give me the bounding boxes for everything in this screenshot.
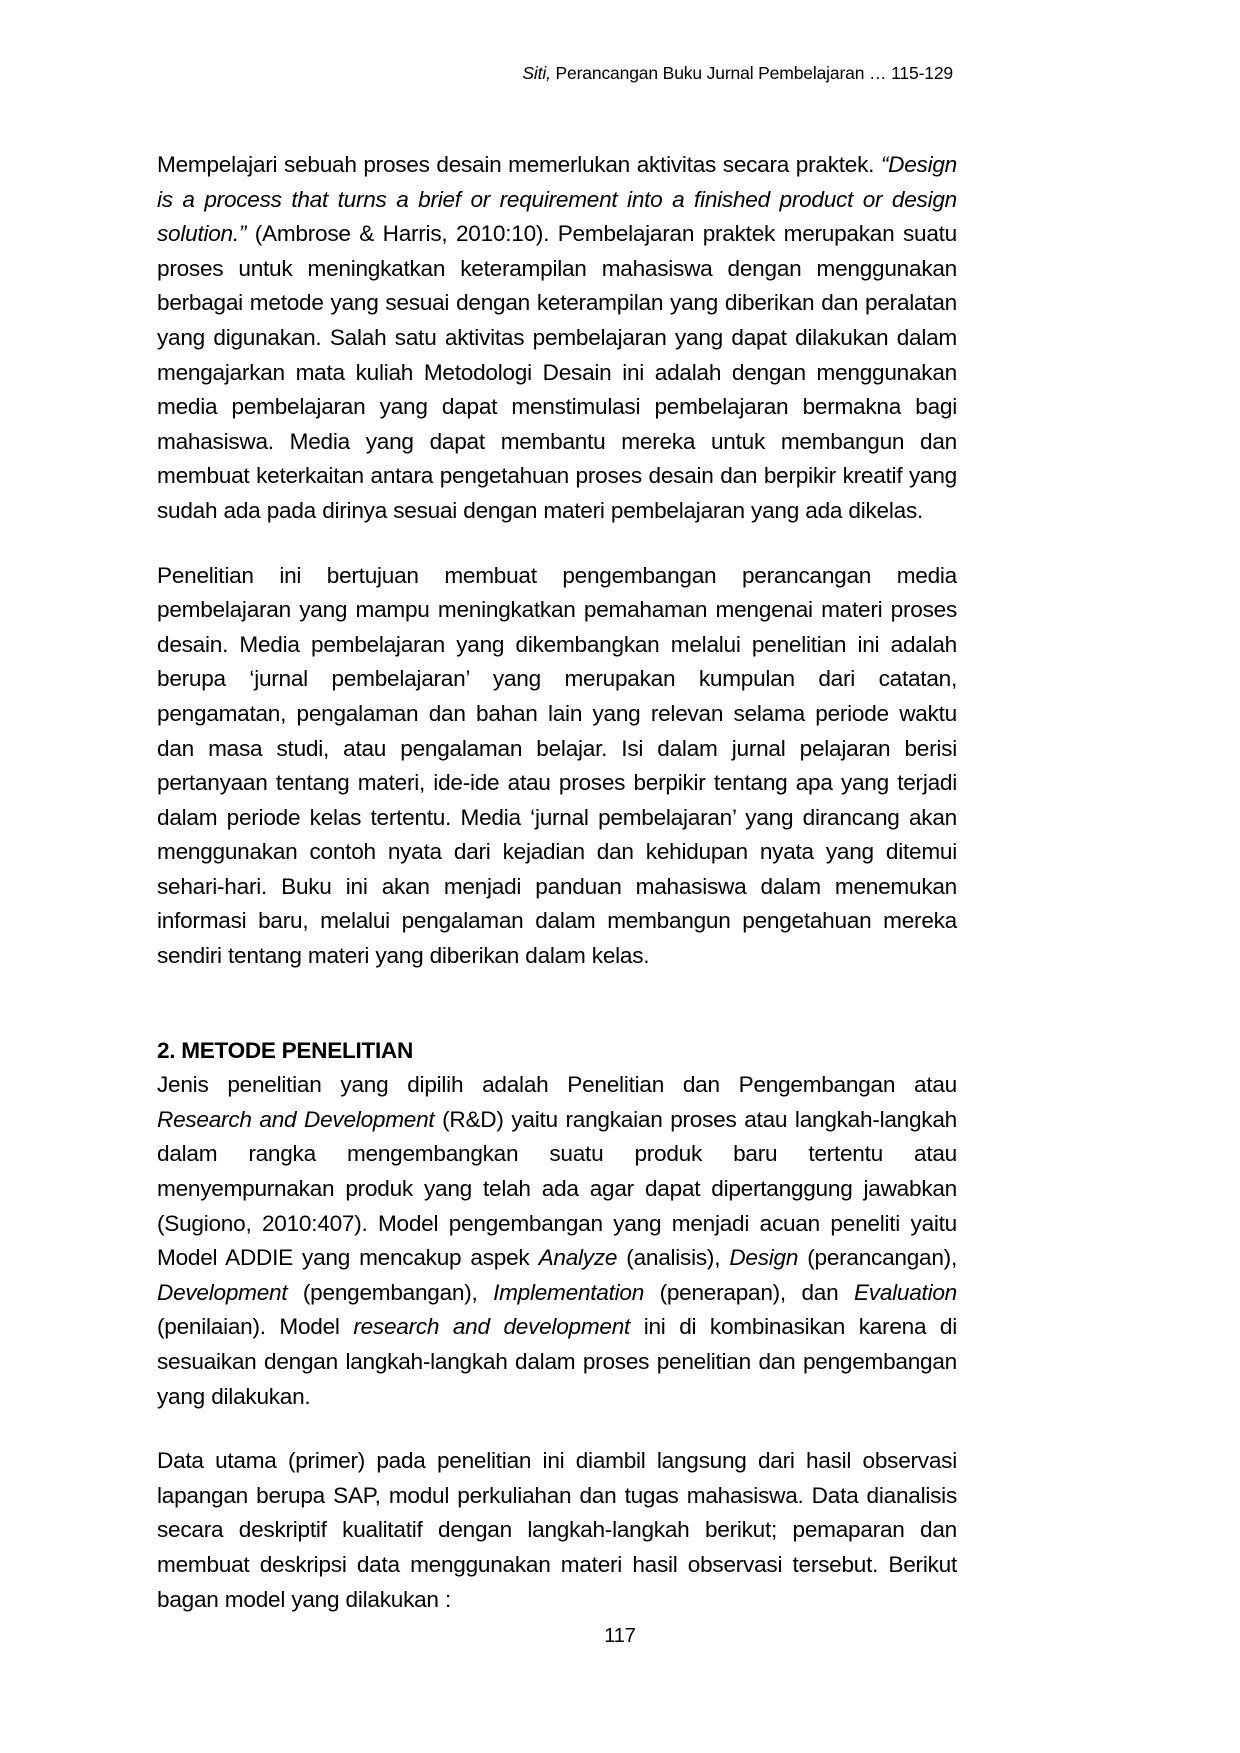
paragraph-3-seg-11: (penerapan), dan [644,1279,854,1305]
heading-spacer [157,1004,957,1034]
running-header [157,62,953,85]
paragraph-3-term-research-and-development-2: research and development [353,1314,631,1340]
paragraph-3-term-development: Development [157,1279,288,1305]
paragraph-1-part-b: (Ambrose & Harris, 2010:10). Pembelajaran praktek merupakan suatu proses untuk meningkatkan keterampilan mahasiswa dengan menggunakan berbagai metode yang sesuai dengan keterampilan yang diberikan dan peralatan yang digunakan. Salah satu aktivitas pembelajaran yang dapat dilakukan dalam mengajarkan mata kuliah Metodologi Desain ini adalah dengan menggunakan media pembelajaran yang dapat menstimulasi pembelajaran bermakna bagi mahasiswa. Media yang dapat membantu mereka untuk membangun dan membuat keterkaitan antara pengetahuan proses desain dan berpikir kreatif yang sudah ada pada dirinya sesuai dengan materi pembelajaran yang ada dikelas. [157,221,957,523]
paragraph-1-quote: “Design is a process that turns a brief or requirement into a finished product or design solution.” [157,152,957,247]
running-header-author: Siti, [522,63,551,83]
paragraph-3-seg-5: (analisis), [617,1245,730,1271]
paragraph-3-term-analyze: Analyze [538,1245,618,1271]
paragraph-3-seg-13: (penilaian). Model [157,1314,354,1340]
paragraph-3-seg-1: Jenis penelitian yang dipilih adalah Penelitian dan Pengembangan atau [157,1072,957,1098]
paragraph-3-seg-15: ini di kombinasikan karena di sesuaikan dengan langkah-langkah dalam proses penelitian dan pengembangan yang dilakukan. [157,1314,957,1409]
running-header-title: Perancangan Buku Jurnal Pembelajaran … 115-129 [550,63,953,83]
paragraph-3-term-design: Design [729,1245,799,1271]
paragraph-3 [157,1068,957,1414]
paragraph-3-term-implementation: Implementation [493,1279,645,1305]
paragraph-3-term-evaluation: Evaluation [853,1279,957,1305]
paragraph-1-part-a: Mempelajari sebuah proses desain memerlukan aktivitas secara praktek. [157,152,881,177]
page-content [157,148,957,1617]
paragraph-3-seg-3: (R&D) yaitu rangkaian proses atau langkah-langkah dalam rangka mengembangkan suatu produk baru tertentu atau menyempurnakan produk yang telah ada agar dapat dipertanggung jawabkan (Sugiono, 2010:407). Model pengembangan yang menjadi acuan peneliti yaitu Model ADDIE yang mencakup aspek [157,1106,957,1271]
paragraph-3-seg-9: (pengembangan), [287,1279,494,1305]
paragraph-2: Penelitian ini bertujuan membuat pengembangan perancangan media pembelajaran yang mampu meningkatkan pemahaman mengenai materi proses desain. Media pembelajaran yang dikembangkan melalui penelitian ini adalah berupa ‘jurnal pembelajaran’ yang merupakan kumpulan dari catatan, pengamatan, pengalaman dan bahan lain yang relevan selama periode waktu dan masa studi, atau pengalaman belajar. Isi dalam jurnal pelajaran berisi pertanyaan tentang materi, ide-ide atau proses berpikir tentang apa yang terjadi dalam periode kelas tertentu. Media ‘jurnal pembelajaran’ yang dirancang akan menggunakan contoh nyata dari kejadian dan kehidupan nyata yang ditemui sehari-hari. Buku ini akan menjadi panduan mahasiswa dalam menemukan informasi baru, melalui pengalaman dalam membangun pengetahuan mereka sendiri tentang materi yang diberikan dalam kelas. [157,562,957,969]
paragraph-3-term-research-and-development: Research and Development [157,1106,435,1132]
paragraph-1 [157,148,957,529]
section-heading-metode-penelitian: 2. METODE PENELITIAN [157,1037,413,1063]
page-number: 117 [604,1625,636,1647]
paragraph-3-seg-7: (perancangan), [798,1245,957,1271]
paragraph-4: Data utama (primer) pada penelitian ini diambil langsung dari hasil observasi lapangan berupa SAP, modul perkuliahan dan tugas mahasiswa. Data dianalisis secara deskriptif kualitatif dengan langkah-langkah berikut; pemaparan dan membuat deskripsi data menggunakan materi hasil observasi tersebut. Berikut bagan model yang dilakukan : [157,1448,957,1612]
